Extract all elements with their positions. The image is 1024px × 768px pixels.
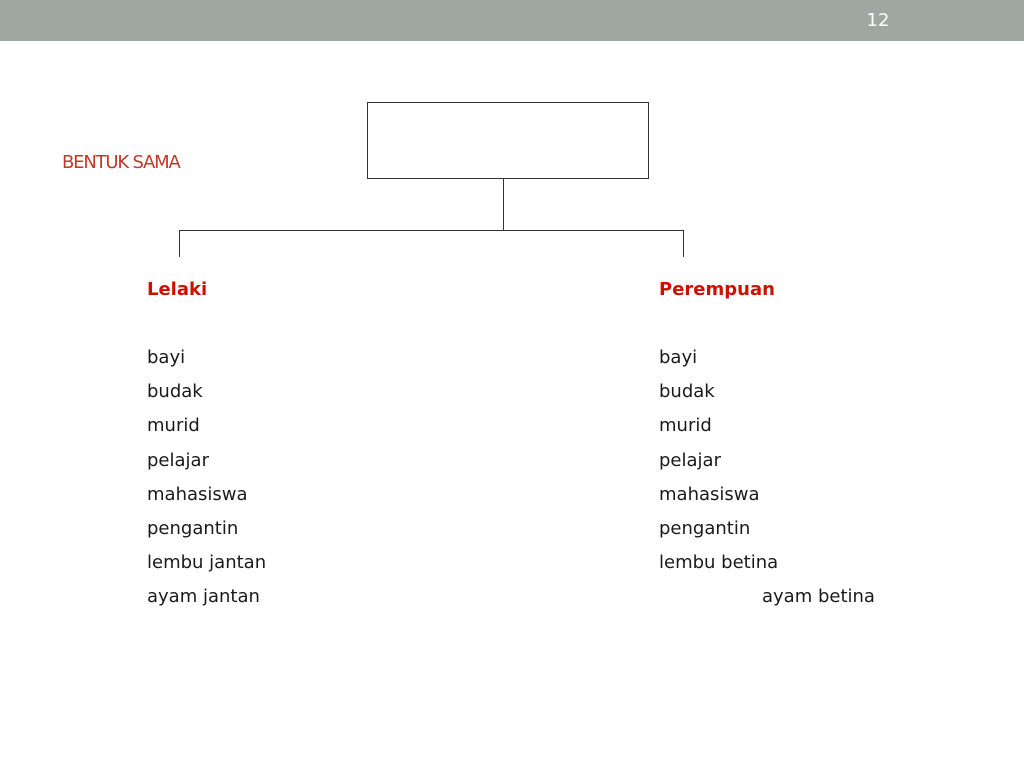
list-item: budak [659,381,715,403]
root-node-box [368,103,649,179]
list-item: pengantin [147,517,239,539]
right-column-header: Perempuan [659,279,775,300]
list-item: murid [147,415,200,437]
list-item: ayam betina [762,586,875,608]
list-item: mahasiswa [147,483,248,505]
list-item: pelajar [659,449,721,471]
list-item: budak [147,381,203,403]
right-word-list [659,346,875,620]
list-item: bayi [659,347,698,368]
left-column [147,278,266,620]
right-column [659,278,875,620]
list-item: mahasiswa [659,483,760,505]
list-item: murid [659,415,712,437]
list-item: bayi [147,347,186,368]
list-item: pengantin [659,517,751,539]
left-word-list [147,346,266,620]
section-title: BENTUK SAMA [62,152,180,173]
list-item: ayam jantan [147,586,260,608]
list-item: pelajar [147,449,209,471]
list-item: lembu jantan [147,552,267,574]
list-item: lembu betina [659,552,779,574]
page-number: 12 [866,10,890,31]
left-column-header: Lelaki [147,279,208,300]
